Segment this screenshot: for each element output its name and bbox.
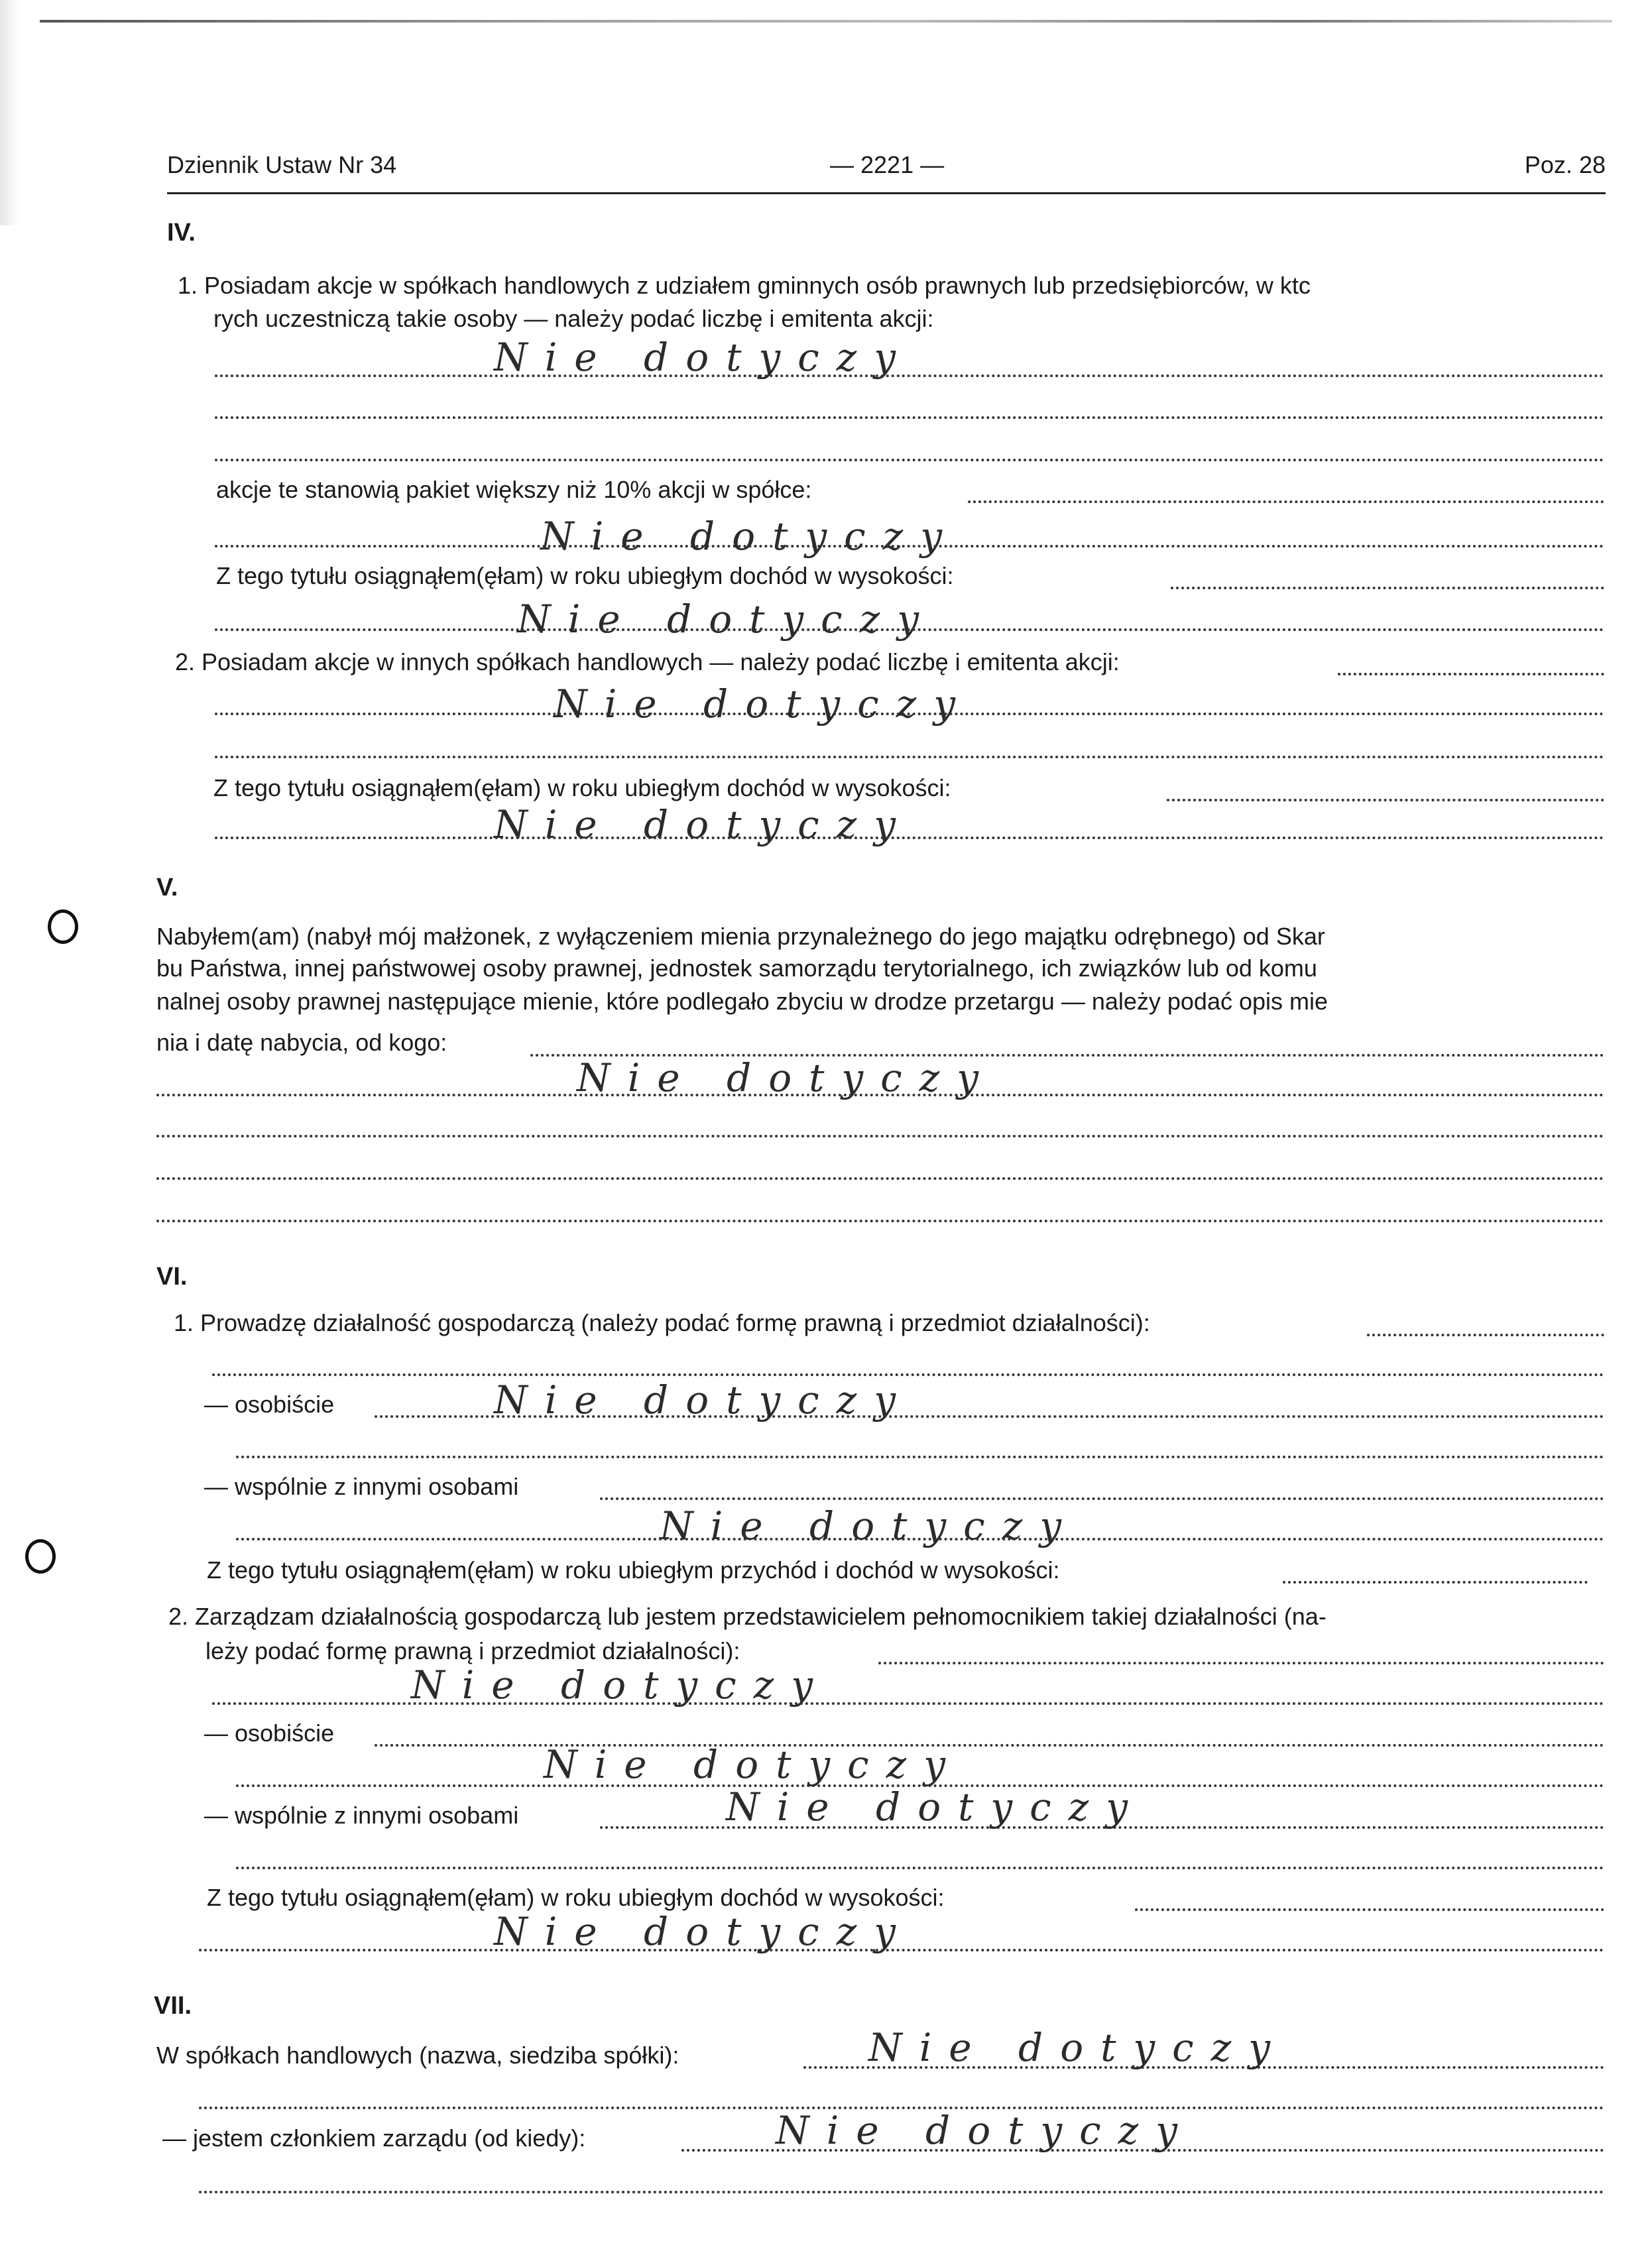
v-line3: nalnej osoby prawnej następujące mienie, które podlegało zbyciu w drodze przetargu — należy podać opis mie: [156, 988, 1328, 1015]
handwritten-answer-vii-companies: Nie dotyczy: [868, 2025, 1287, 2070]
handwritten-answer-iv-income-2: Nie dotyczy: [494, 802, 913, 847]
iv-item2-line: [1338, 673, 1604, 675]
iv-packet-text: akcje te stanowią pakiet większy niż 10% akcji w spółce:: [216, 476, 812, 503]
iv-packet-line: [968, 500, 1604, 503]
vi-item1-text: 1. Prowadzę działalność gospodarczą (należy podać formę prawną i przedmiot działalności):: [174, 1309, 1150, 1336]
scan-page-edge: [0, 0, 19, 225]
handwritten-answer-vi-jointly-2: Nie dotyczy: [726, 1784, 1145, 1829]
iv-item1-line1: 1. Posiadam akcje w spółkach handlowych z udziałem gminnych osób prawnych lub przedsiębiorców, w ktc: [178, 272, 1311, 299]
handwritten-answer-v: Nie dotyczy: [577, 1055, 996, 1100]
iv-item2-text: 2. Posiadam akcje w innych spółkach handlowych — należy podać liczbę i emitenta akcji:: [175, 648, 1120, 675]
handwritten-answer-vi-jointly: Nie dotyczy: [660, 1503, 1079, 1548]
vi-income-text-1: Z tego tytułu osiągnąłem(ęłam) w roku ubiegłym przychód i dochód w wysokości:: [207, 1556, 1060, 1584]
v-line1: Nabyłem(am) (nabył mój małżonek, z wyłączeniem mienia przynależnego do jego majątku odrębnego) od Skar: [156, 923, 1325, 950]
vii-board-text: — jestem członkiem zarządu (od kiedy):: [162, 2124, 586, 2152]
v-answer-line-2: [156, 1135, 1604, 1137]
iv-income-line-2: [1167, 799, 1604, 801]
handwritten-answer-vi-personally-2: Nie dotyczy: [544, 1742, 963, 1787]
vi-jointly-line-2: [236, 1538, 1604, 1540]
iv-income-text-1: Z tego tytułu osiągnąłem(ęłam) w roku ubiegłym dochód w wysokości:: [216, 562, 954, 589]
vi-jointly-2-line-2: [236, 1867, 1604, 1869]
section-iv-label: IV.: [167, 219, 196, 247]
scan-top-edge: [40, 20, 1612, 23]
vii-companies-text: W spółkach handlowych (nazwa, siedziba spółki):: [156, 2042, 679, 2069]
v-answer-line-4: [156, 1220, 1604, 1222]
vi-item2-line1: 2. Zarządzam działalnością gospodarczą lub jestem przedstawicielem pełnomocnikiem takiej działalności (na-: [168, 1603, 1327, 1630]
handwritten-answer-vi-personally: Nie dotyczy: [494, 1377, 913, 1422]
page-number: — 2221 —: [830, 151, 945, 178]
v-answer-line-1: [156, 1094, 1604, 1096]
vi-income-line-2b: [199, 1949, 1604, 1951]
handwritten-answer-iv-2: Nie dotyczy: [554, 681, 973, 726]
vi-item1-line-2: [212, 1373, 1604, 1376]
vi-income-line-1: [1283, 1581, 1588, 1584]
running-header: [167, 151, 1606, 191]
vi-item1-line: [1367, 1334, 1604, 1336]
vii-board-line-2: [199, 2191, 1604, 2193]
vi-item2-line-2: [212, 1702, 1604, 1705]
handwritten-answer-vii-board: Nie dotyczy: [776, 2108, 1195, 2153]
iv-income-line-1: [1171, 587, 1604, 589]
handwritten-answer-vi-income-2: Nie dotyczy: [494, 1909, 913, 1954]
handwritten-answer-iv-1: Nie dotyczy: [494, 335, 913, 380]
vi-personally-line-2: [236, 1456, 1604, 1458]
vi-jointly-line: [600, 1497, 1604, 1500]
handwritten-answer-vi-2: Nie dotyczy: [411, 1662, 830, 1708]
vi-personally: — osobiście: [204, 1391, 335, 1418]
iv-item1-answer-line-3: [215, 459, 1604, 461]
iv-packet-line-2: [215, 545, 1604, 548]
header-rule: [167, 192, 1606, 194]
vi-personally-2: — osobiście: [204, 1719, 335, 1747]
iv-item2-line-3: [215, 756, 1604, 758]
iv-item1-answer-line-2: [215, 416, 1604, 419]
iv-income-line-1b: [215, 628, 1604, 631]
iv-item2-line-2: [215, 713, 1604, 715]
section-v-label: V.: [156, 874, 178, 901]
iv-income-text-2: Z tego tytułu osiągnąłem(ęłam) w roku ubiegłym dochód w wysokości:: [213, 774, 951, 801]
section-vii-label: VII.: [154, 1992, 192, 2020]
position-number: Poz. 28: [1524, 151, 1606, 178]
vi-jointly: — wspólnie z innymi osobami: [204, 1473, 519, 1500]
handwritten-answer-iv-income-1: Nie dotyczy: [517, 597, 936, 642]
v-answer-line-3: [156, 1177, 1604, 1180]
handwritten-answer-iv-packet: Nie dotyczy: [540, 514, 959, 559]
vi-item2-line2: leży podać formę prawną i przedmiot działalności):: [206, 1637, 740, 1664]
v-line2: bu Państwa, innej państwowej osoby prawnej, jednostek samorządu terytorialnego, ich związków lub od komu: [156, 955, 1317, 982]
punch-hole-top: [48, 909, 78, 944]
v-line4: nia i datę nabycia, od kogo:: [156, 1029, 447, 1056]
vi-jointly-2: — wspólnie z innymi osobami: [204, 1802, 519, 1829]
vi-income-text-2: Z tego tytułu osiągnąłem(ęłam) w roku ubiegłym dochód w wysokości:: [207, 1884, 945, 1911]
punch-hole-bottom: [25, 1539, 56, 1574]
iv-income-line-2b: [215, 837, 1604, 839]
vi-item2-line: [878, 1662, 1604, 1664]
section-vi-label: VI.: [156, 1263, 188, 1291]
journal-title: Dziennik Ustaw Nr 34: [167, 151, 397, 178]
iv-item1-line2: rych uczestniczą takie osoby — należy podać liczbę i emitenta akcji:: [213, 305, 934, 332]
vi-income-line-2: [1135, 1908, 1604, 1911]
